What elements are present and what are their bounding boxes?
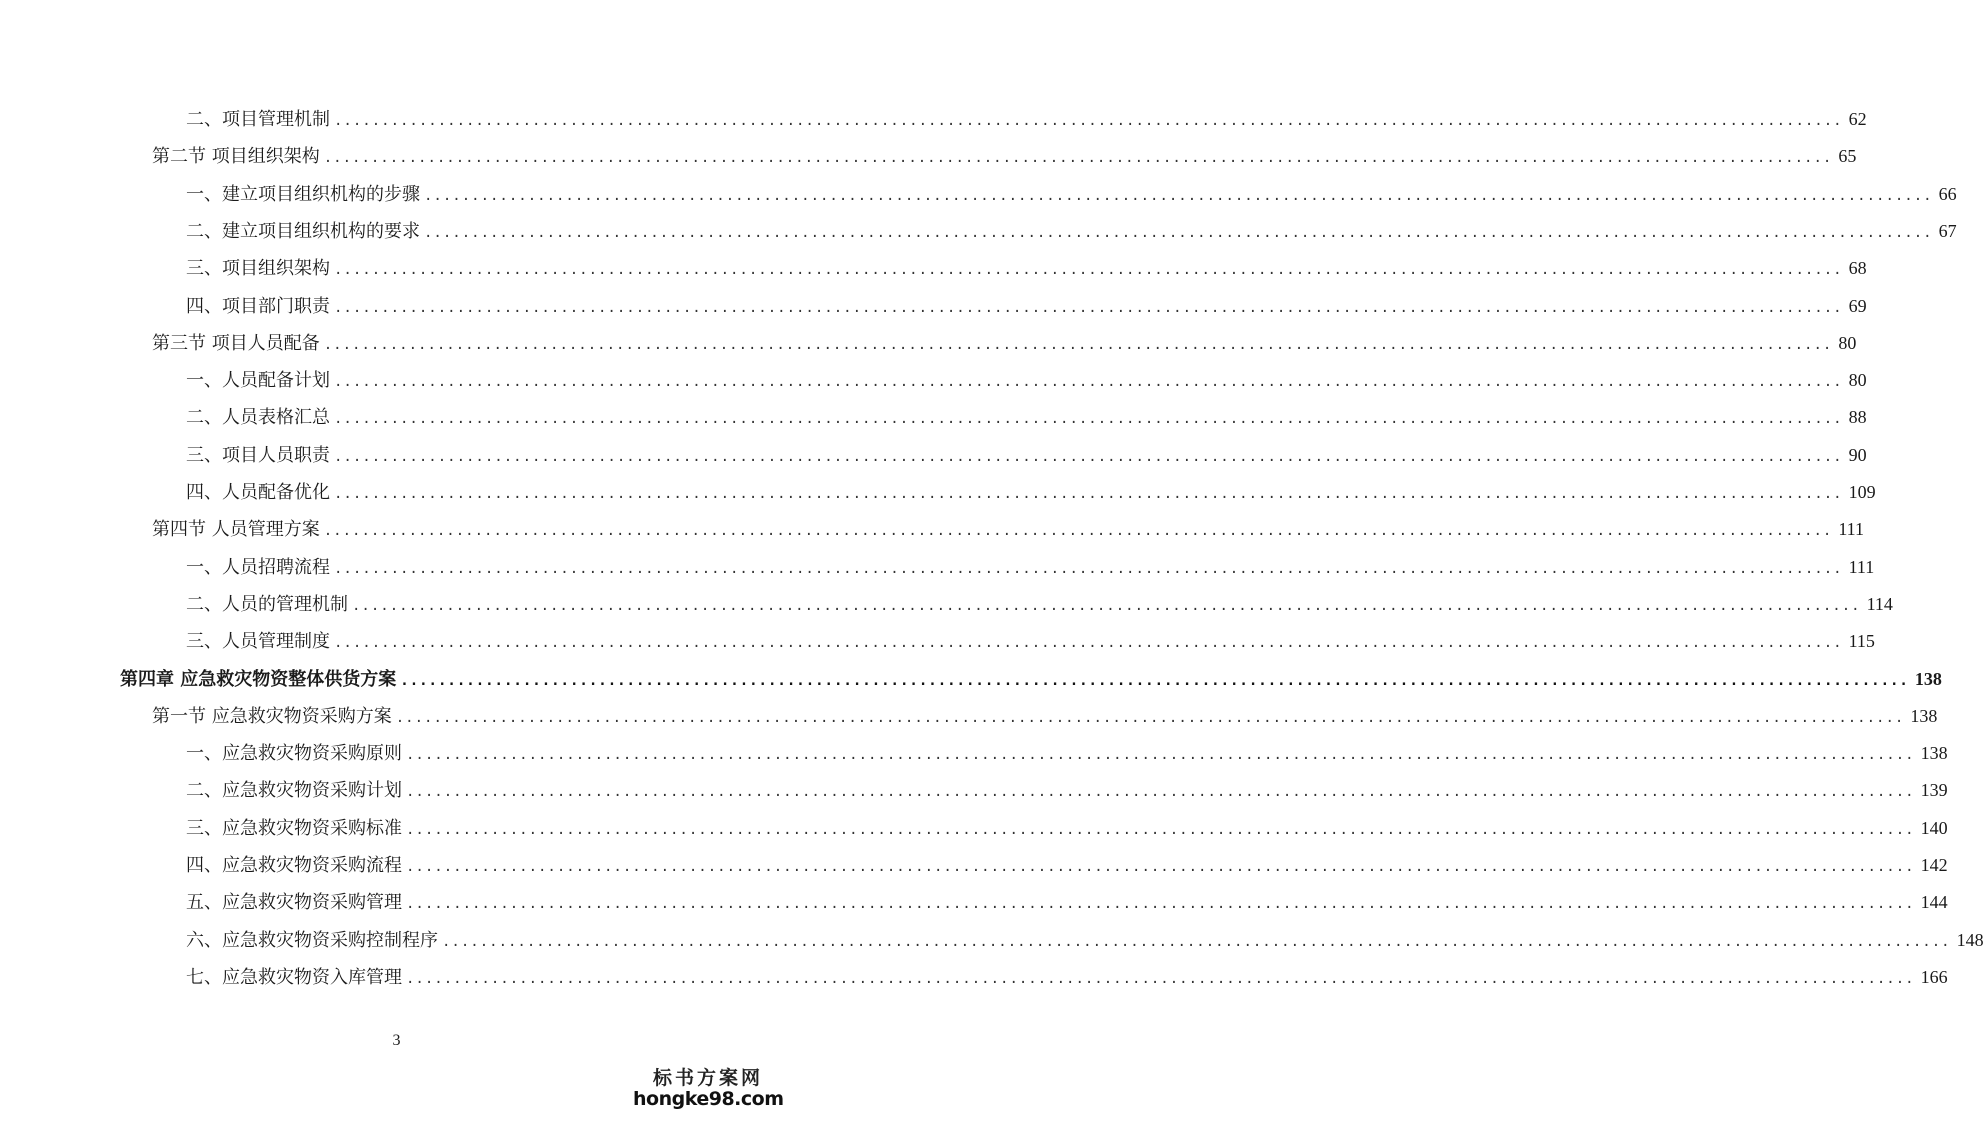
toc-dot-leader: ................................................................................................................................................................ [406,896,1915,912]
toc-entry-title: 一、应急救灾物资采购原则 [186,743,402,764]
toc-dot-leader: ................................................................................................................................................................ [323,150,1833,166]
toc-subsection-entry[interactable] [186,852,1948,878]
toc-dot-leader: ................................................................................................................................................................ [406,822,1915,838]
toc-dot-leader: ................................................................................................................................................................ [334,561,1843,577]
toc-entry-title: 四、应急救灾物资采购流程 [186,855,402,876]
toc-subsection-entry[interactable] [186,106,1867,132]
toc-entry-page: 148 [1956,930,1984,950]
toc-entry-title: 第二节 项目组织架构 [152,146,320,167]
toc-entry-title: 第四节 人员管理方案 [152,519,320,540]
toc-entry-title: 四、人员配备优化 [186,482,330,503]
toc-entry-page: 62 [1848,109,1867,129]
toc-entry-title: 三、人员管理制度 [186,631,330,652]
toc-dot-leader: ................................................................................................................................................................ [334,486,1843,502]
site-watermark [633,1063,783,1110]
toc-entry-title: 一、人员招聘流程 [186,557,330,578]
toc-entry-title: 三、应急救灾物资采购标准 [186,818,402,839]
toc-entry-title: 第三节 项目人员配备 [152,333,320,354]
toc-dot-leader: ................................................................................................................................................................ [334,262,1843,278]
toc-entry-page: 138 [1910,706,1938,726]
toc-entry-title: 二、项目管理机制 [186,109,330,130]
toc-entry-title: 三、项目人员职责 [186,445,330,466]
watermark-domain-text: hongke98.com [633,1088,784,1110]
toc-dot-leader: ................................................................................................................................................................ [334,635,1843,651]
toc-section-entry[interactable] [152,703,1938,729]
toc-entry-title: 一、人员配备计划 [186,370,330,391]
toc-subsection-entry[interactable] [186,218,1957,244]
toc-subsection-entry[interactable] [186,777,1948,803]
toc-entry-page: 80 [1838,333,1857,353]
toc-dot-leader: ................................................................................................................................................................ [442,934,1951,950]
toc-section-entry[interactable] [152,516,1864,542]
watermark-chinese-text: 标书方案网 [652,1067,763,1089]
toc-entry-page: 90 [1848,445,1867,465]
toc-entry-page: 111 [1848,557,1875,577]
toc-section-entry[interactable] [152,143,1857,169]
toc-entry-title: 三、项目组织架构 [186,258,330,279]
toc-entry-title: 六、应急救灾物资采购控制程序 [186,930,438,951]
toc-entry-page: 111 [1838,519,1864,539]
toc-entry-page: 166 [1920,967,1948,987]
toc-dot-leader: ................................................................................................................................................................ [406,971,1915,987]
toc-entry-title: 一、建立项目组织机构的步骤 [186,184,420,205]
toc-dot-leader: ................................................................................................................................................................ [334,113,1843,129]
toc-dot-leader: ................................................................................................................................................................ [400,673,1909,689]
toc-dot-leader: ................................................................................................................................................................ [406,747,1915,763]
toc-entry-page: 68 [1848,258,1867,278]
toc-entry-page: 69 [1848,296,1867,316]
toc-entry-page: 88 [1848,407,1867,427]
toc-subsection-entry[interactable] [186,479,1876,505]
toc-entry-page: 140 [1920,818,1948,838]
toc-entry-title: 二、人员的管理机制 [186,594,348,615]
toc-entry-title: 七、应急救灾物资入库管理 [186,967,402,988]
toc-entry-page: 138 [1914,669,1942,689]
toc-subsection-entry[interactable] [186,964,1948,990]
toc-subsection-entry[interactable] [186,889,1948,915]
toc-entry-page: 80 [1848,370,1867,390]
toc-entry-title: 二、建立项目组织机构的要求 [186,221,420,242]
toc-dot-leader: ................................................................................................................................................................ [334,300,1843,316]
toc-entry-page: 139 [1920,780,1948,800]
toc-dot-leader: ................................................................................................................................................................ [424,225,1933,241]
toc-dot-leader: ................................................................................................................................................................ [406,784,1915,800]
toc-dot-leader: ................................................................................................................................................................ [424,188,1933,204]
toc-entry-page: 142 [1920,855,1948,875]
toc-entry-page: 66 [1938,184,1957,204]
toc-subsection-entry[interactable] [186,442,1867,468]
toc-dot-leader: ................................................................................................................................................................ [323,337,1833,353]
toc-dot-leader: ................................................................................................................................................................ [334,411,1843,427]
toc-entry-title: 第四章 应急救灾物资整体供货方案 [120,669,397,690]
toc-subsection-entry[interactable] [186,554,1875,580]
toc-dot-leader: ................................................................................................................................................................ [352,598,1861,614]
toc-entry-page: 109 [1848,482,1876,502]
toc-entry-page: 67 [1938,221,1957,241]
toc-entry-title: 第一节 应急救灾物资采购方案 [152,706,392,727]
toc-entry-title: 五、应急救灾物资采购管理 [186,892,402,913]
toc-subsection-entry[interactable] [186,927,1984,953]
toc-subsection-entry[interactable] [186,404,1867,430]
toc-entry-page: 115 [1848,631,1875,651]
toc-dot-leader: ................................................................................................................................................................ [395,710,1905,726]
toc-entry-title: 四、项目部门职责 [186,296,330,317]
page-number: 3 [392,1032,401,1049]
toc-subsection-entry[interactable] [186,255,1867,281]
toc-subsection-entry[interactable] [186,293,1867,319]
toc-entry-page: 144 [1920,892,1948,912]
toc-section-entry[interactable] [152,330,1857,356]
toc-subsection-entry[interactable] [186,591,1893,617]
toc-dot-leader: ................................................................................................................................................................ [323,523,1833,539]
toc-dot-leader: ................................................................................................................................................................ [334,449,1843,465]
toc-subsection-entry[interactable] [186,740,1948,766]
toc-entry-page: 138 [1920,743,1948,763]
toc-subsection-entry[interactable] [186,367,1867,393]
toc-subsection-entry[interactable] [186,628,1875,654]
toc-subsection-entry[interactable] [186,815,1948,841]
toc-entry-title: 二、人员表格汇总 [186,407,330,428]
toc-entry-page: 65 [1838,146,1857,166]
toc-subsection-entry[interactable] [186,181,1957,207]
toc-entry-page: 114 [1866,594,1893,614]
toc-dot-leader: ................................................................................................................................................................ [334,374,1843,390]
toc-chapter-entry[interactable] [120,666,1942,692]
toc-dot-leader: ................................................................................................................................................................ [406,859,1915,875]
toc-entry-title: 二、应急救灾物资采购计划 [186,780,402,801]
